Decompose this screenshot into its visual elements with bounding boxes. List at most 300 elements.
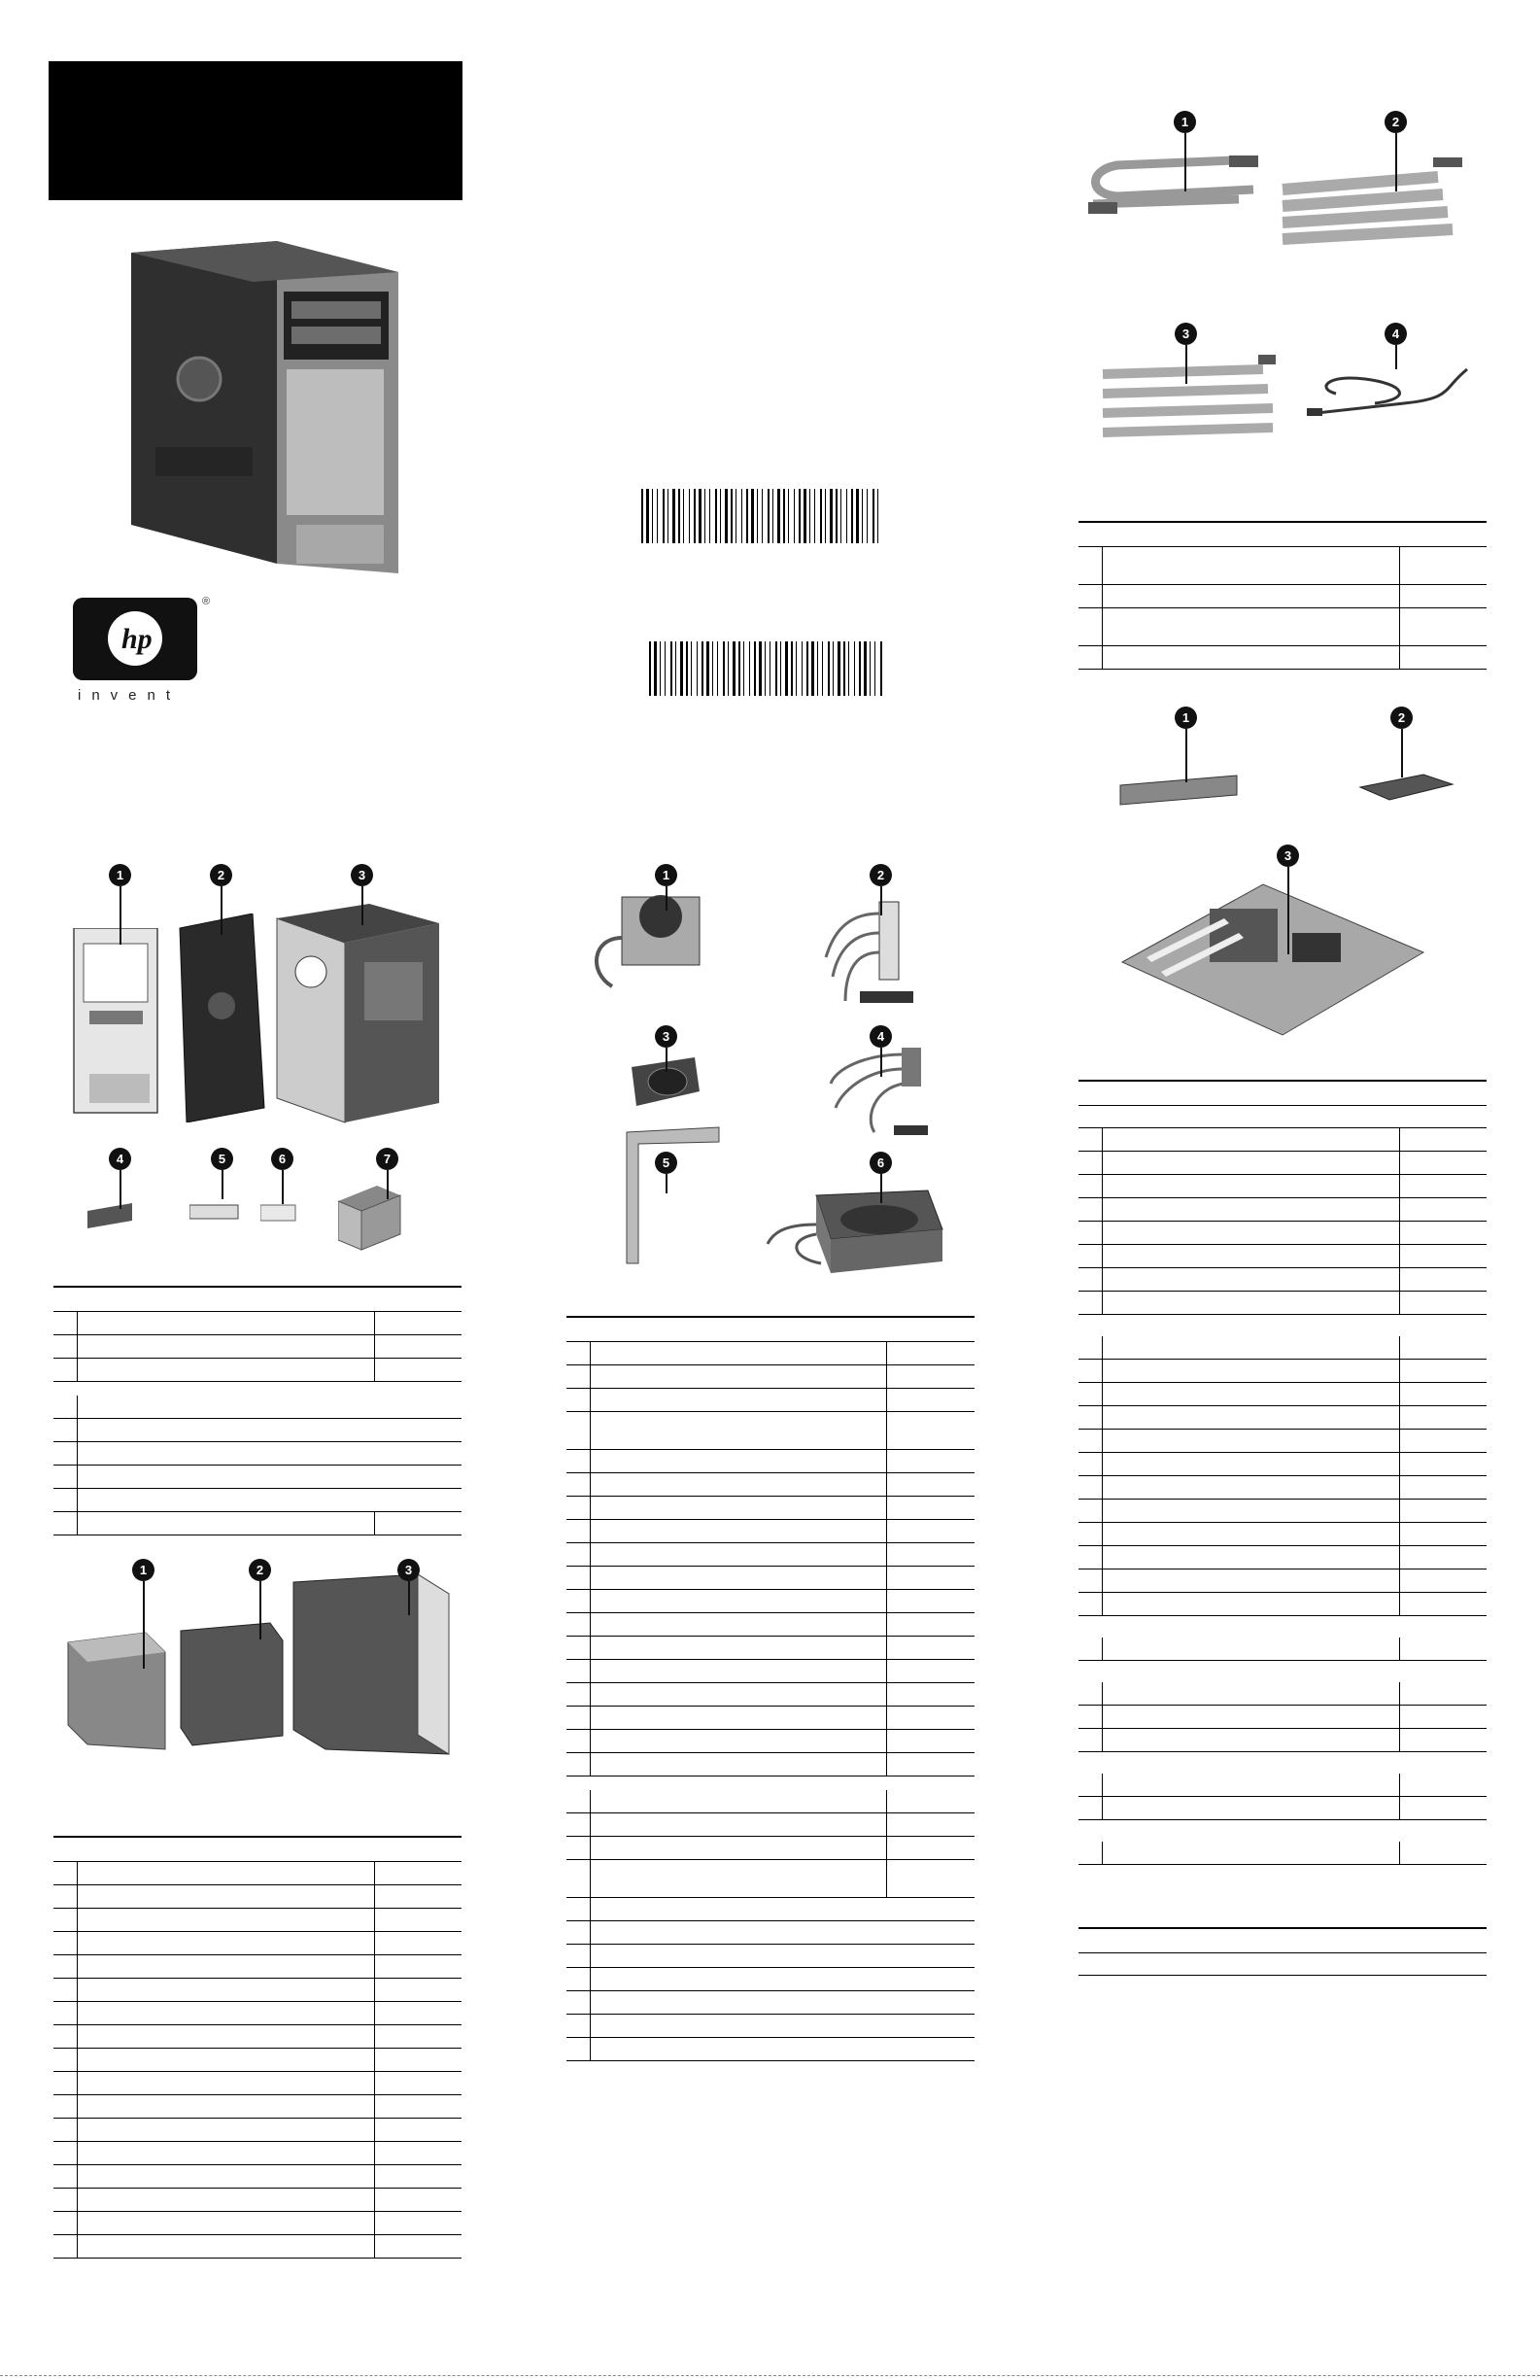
air-duct-illustration [617, 1122, 724, 1268]
table-row [1078, 1476, 1487, 1500]
table-cell-divider [77, 1862, 78, 1884]
barcode-bar [791, 641, 793, 696]
table-cell-divider [374, 1932, 375, 1954]
system-leader-line [666, 1048, 667, 1072]
table-cell-divider [1102, 1336, 1103, 1359]
cables-callout-1: 1 [1174, 111, 1196, 133]
barcode-bar [715, 489, 717, 543]
table-cell-divider [886, 1707, 887, 1729]
logo-mark-text: hp [121, 623, 153, 655]
table-cell-divider [374, 2002, 375, 2024]
boards-leader-line [1287, 867, 1289, 954]
table-cell-divider [590, 1342, 591, 1364]
table-cell-divider [590, 1389, 591, 1411]
table-row [1078, 1268, 1487, 1292]
table-row [1078, 1406, 1487, 1430]
barcode-bar [733, 641, 736, 696]
table-row [53, 2189, 462, 2212]
table-row [1078, 1175, 1487, 1198]
table-cell-divider [1399, 1292, 1400, 1314]
cabinet-callout-5: 5 [211, 1148, 233, 1170]
barcode-bar [856, 489, 859, 543]
barcode-bar [838, 641, 840, 696]
barcode-bar [843, 641, 845, 696]
table-cell-divider [886, 1860, 887, 1897]
table-row [53, 1512, 462, 1535]
table-cell-divider [590, 1707, 591, 1729]
system-board-illustration [1117, 865, 1428, 1040]
table-row [1078, 1500, 1487, 1523]
barcode-bar [796, 641, 797, 696]
table-cell-divider [1102, 608, 1103, 645]
table-cell-divider [77, 1932, 78, 1954]
front-io-assembly-illustration [821, 884, 928, 1011]
table-cell-divider [886, 1660, 887, 1682]
cabinet-leader-line [221, 886, 222, 935]
barcode-bar [743, 641, 744, 696]
barcode-bar [670, 641, 672, 696]
table-header-rule [1078, 1927, 1487, 1953]
table-row [566, 2038, 975, 2061]
drives-callout-2: 2 [249, 1559, 271, 1581]
barcode-top [641, 489, 884, 543]
table-row [1078, 1546, 1487, 1569]
table-cell-divider [77, 1909, 78, 1931]
drives-leader-line [408, 1581, 410, 1615]
table-row [53, 2165, 462, 2189]
hp-logo [73, 598, 197, 680]
system-callout-2: 2 [870, 864, 892, 886]
table-cell-divider [590, 1450, 591, 1472]
table-row [53, 1955, 462, 1979]
barcode-bar [689, 489, 690, 543]
table-cell-divider [374, 2235, 375, 2258]
table-cell-divider [1399, 1706, 1400, 1728]
barcode-bar [663, 489, 665, 543]
table-row [566, 1813, 975, 1837]
table-cell-divider [590, 1590, 591, 1612]
table-cell-divider [590, 2038, 591, 2060]
barcode-bar [712, 641, 713, 696]
barcode-bar [704, 489, 705, 543]
table-row [53, 2119, 462, 2142]
table-cell-divider [1102, 1797, 1103, 1819]
table-cell-divider [1399, 1638, 1400, 1660]
barcode-bar [828, 641, 830, 696]
drive-blank-illustration [87, 1203, 134, 1230]
barcode-bar [814, 489, 815, 543]
barcode-bar [854, 641, 855, 696]
table-row [566, 1921, 975, 1945]
barcode-bar [720, 489, 721, 543]
barcode-bar [820, 489, 822, 543]
barcode-bar [706, 641, 709, 696]
front-bezel-illustration [70, 928, 162, 1118]
table-row [1078, 1222, 1487, 1245]
table-cell-divider [374, 2142, 375, 2164]
barcode-bar [723, 641, 725, 696]
barcode-bar [873, 489, 874, 543]
table-row [1078, 1729, 1487, 1752]
table-cell-divider [1399, 547, 1400, 584]
table-cell-divider [77, 1885, 78, 1908]
boards-parts-table [1078, 1080, 1487, 1865]
table-cell-divider [886, 1590, 887, 1612]
barcode-bar [738, 641, 740, 696]
table-row [1078, 1106, 1487, 1128]
table-row [1078, 1245, 1487, 1268]
barcode-bar [780, 641, 781, 696]
barcode-bar [646, 489, 649, 543]
table-cell-divider [886, 1450, 887, 1472]
table-row [1078, 1292, 1487, 1315]
table-cell-divider [374, 1312, 375, 1334]
chassis-fan-illustration [763, 1186, 947, 1288]
barcode-bar [822, 641, 823, 696]
table-cell-divider [1102, 1245, 1103, 1267]
table-cell-divider [886, 1813, 887, 1836]
table-row [566, 1968, 975, 1991]
barcode-bar [728, 641, 729, 696]
table-cell-divider [77, 2095, 78, 2118]
cabinet-callout-7: 7 [376, 1148, 398, 1170]
barcode-bar [846, 489, 847, 543]
table-row [566, 1637, 975, 1660]
table-cell-divider [374, 1862, 375, 1884]
table-cell-divider [374, 1955, 375, 1978]
memory-module-illustration [1115, 771, 1242, 814]
cabinet-callout-2: 2 [210, 864, 232, 886]
barcode-bar [874, 641, 875, 696]
barcode-bar [762, 489, 763, 543]
barcode-bar [840, 489, 841, 543]
table-cell-divider [374, 2095, 375, 2118]
barcode-bar [811, 641, 814, 696]
table-cell-divider [590, 1412, 591, 1449]
page-trim-line [0, 2375, 1540, 2376]
table-cell-divider [1102, 1546, 1103, 1569]
boards-callout-3: 3 [1277, 845, 1299, 867]
table-cell-divider [590, 1898, 591, 1920]
table-cell-divider [77, 2235, 78, 2258]
barcode-bar [757, 489, 758, 543]
notes-rule-table [1078, 1927, 1487, 1976]
table-cell-divider [1399, 1453, 1400, 1475]
table-cell-divider [1399, 1593, 1400, 1615]
table-cell-divider [1399, 1523, 1400, 1545]
table-row [1078, 1774, 1487, 1797]
system-callout-1: 1 [655, 864, 677, 886]
diskette-cable-illustration [1083, 136, 1263, 248]
power-cord-illustration [1297, 345, 1477, 423]
table-cell-divider [590, 1790, 591, 1812]
barcode-bar [833, 641, 834, 696]
barcode-bar [830, 489, 833, 543]
table-gap [1078, 1315, 1487, 1336]
table-row [566, 1683, 975, 1707]
table-cell-divider [374, 1909, 375, 1931]
table-cell-divider [886, 1730, 887, 1752]
table-cell-divider [590, 1921, 591, 1944]
table-gap [1078, 1616, 1487, 1638]
title-block [49, 61, 462, 200]
table-cell-divider [886, 1613, 887, 1636]
table-row [53, 2002, 462, 2025]
barcode-bar [717, 641, 718, 696]
table-cell-divider [374, 1359, 375, 1381]
cables-leader-line [1395, 133, 1397, 191]
barcode-bar [864, 641, 867, 696]
cables-leader-line [1185, 345, 1187, 384]
barcode-bar [809, 489, 810, 543]
table-row [1078, 585, 1487, 608]
table-cell-divider [1399, 1175, 1400, 1197]
barcode-bar [741, 489, 742, 543]
table-cell-divider [1102, 1198, 1103, 1221]
table-cell-divider [590, 1991, 591, 2014]
table-cell-divider [77, 1466, 78, 1488]
table-row [1078, 1523, 1487, 1546]
table-row [566, 1860, 975, 1898]
table-row [53, 1862, 462, 1885]
table-gap [1078, 1820, 1487, 1842]
table-cell-divider [886, 1342, 887, 1364]
table-cell-divider [374, 2049, 375, 2071]
table-row [566, 1473, 975, 1497]
table-cell-divider [374, 2119, 375, 2141]
table-cell-divider [374, 1335, 375, 1358]
power-supply-illustration [338, 1184, 402, 1252]
drives-leader-line [259, 1581, 261, 1639]
table-cell-divider [590, 1613, 591, 1636]
cables-callout-2: 2 [1385, 111, 1407, 133]
table-row [53, 1359, 462, 1382]
table-cell-divider [590, 1543, 591, 1566]
table-cell-divider [77, 2119, 78, 2141]
table-row [1078, 1152, 1487, 1175]
barcode-bar [817, 641, 818, 696]
heatsink-fan-illustration [588, 880, 724, 1001]
table-row [566, 1753, 975, 1776]
table-row [53, 1442, 462, 1466]
barcode-bar [665, 641, 666, 696]
table-row [53, 1932, 462, 1955]
table-cell-divider [1399, 1222, 1400, 1244]
barcode-bottom [649, 641, 888, 696]
table-cell-divider [590, 1753, 591, 1776]
optical-drive-illustration [291, 1574, 452, 1759]
table-cell-divider [1399, 1128, 1400, 1151]
drives-parts-table [53, 1836, 462, 2259]
table-cell-divider [1102, 1268, 1103, 1291]
barcode-bar [675, 641, 676, 696]
table-cell-divider [1399, 1569, 1400, 1592]
table-cell-divider [590, 1968, 591, 1990]
barcode-bar [702, 641, 703, 696]
table-cell-divider [590, 1837, 591, 1859]
table-cell-divider [1399, 1842, 1400, 1864]
table-cell-divider [1399, 1476, 1400, 1499]
boards-callout-1: 1 [1175, 707, 1197, 729]
barcode-bar [880, 641, 882, 696]
table-cell-divider [1102, 1453, 1103, 1475]
table-cell-divider [77, 1312, 78, 1334]
system-parts-table [566, 1316, 975, 2061]
table-cell-divider [77, 1955, 78, 1978]
table-cell-divider [1102, 1706, 1103, 1728]
table-cell-divider [1399, 1198, 1400, 1221]
barcode-bar [754, 641, 756, 696]
table-cell-divider [1399, 1268, 1400, 1291]
cabinet-leader-line [120, 1170, 121, 1209]
table-cell-divider [886, 1837, 887, 1859]
barcode-bar [683, 489, 684, 543]
table-cell-divider [1399, 1546, 1400, 1569]
table-row [53, 1885, 462, 1909]
table-cell-divider [374, 2165, 375, 2188]
table-cell-divider [1399, 585, 1400, 607]
table-header-rule [53, 1286, 462, 1312]
barcode-bar [751, 489, 754, 543]
table-row [53, 1396, 462, 1419]
table-row [566, 1497, 975, 1520]
table-cell-divider [1102, 1476, 1103, 1499]
barcode-bar [749, 641, 750, 696]
table-cell-divider [1102, 1430, 1103, 1452]
table-row [53, 1979, 462, 2002]
table-row [1078, 1360, 1487, 1383]
table-row [1078, 608, 1487, 646]
table-cell-divider [886, 1412, 887, 1449]
table-cell-divider [886, 1790, 887, 1812]
table-cell-divider [886, 1365, 887, 1388]
table-cell-divider [886, 1497, 887, 1519]
table-cell-divider [1399, 646, 1400, 669]
table-row [53, 1335, 462, 1359]
table-cell-divider [1399, 1500, 1400, 1522]
table-row [566, 1590, 975, 1613]
table-cell-divider [1399, 1383, 1400, 1405]
cables-leader-line [1184, 133, 1186, 191]
table-row [1078, 1953, 1487, 1976]
table-cell-divider [77, 1512, 78, 1535]
table-row [1078, 1797, 1487, 1820]
table-cell-divider [77, 2189, 78, 2211]
table-row [1078, 1453, 1487, 1476]
table-cell-divider [1102, 1360, 1103, 1382]
table-cell-divider [77, 1489, 78, 1511]
system-leader-line [666, 886, 667, 911]
system-leader-line [666, 1174, 667, 1193]
table-cell-divider [1102, 1292, 1103, 1314]
table-cell-divider [1102, 1152, 1103, 1174]
table-cell-divider [374, 2212, 375, 2234]
system-leader-line [880, 1174, 882, 1203]
barcode-bar [678, 489, 680, 543]
barcode-bar [788, 489, 789, 543]
table-row [53, 2072, 462, 2095]
table-cell-divider [77, 2165, 78, 2188]
table-gap [1078, 1661, 1487, 1682]
sata-cable-illustration [1093, 345, 1283, 457]
table-cell-divider [1399, 608, 1400, 645]
barcode-bar [825, 489, 826, 543]
barcode-bar [649, 641, 651, 696]
table-cell-divider [590, 1660, 591, 1682]
table-cell-divider [374, 2189, 375, 2211]
table-cell-divider [77, 2072, 78, 2094]
boards-leader-line [1401, 729, 1403, 777]
table-gap [53, 1382, 462, 1396]
cabinet-leader-line [282, 1170, 284, 1204]
barcode-bar [806, 641, 808, 696]
table-row [53, 1466, 462, 1489]
table-cell-divider [1102, 1222, 1103, 1244]
barcode-bar [697, 641, 698, 696]
table-row [1078, 1842, 1487, 1865]
product-photo-tower [117, 233, 398, 573]
hard-drive-illustration [178, 1621, 285, 1747]
cables-parts-table [1078, 521, 1487, 670]
table-gap [566, 1776, 975, 1790]
table-cell-divider [1102, 1682, 1103, 1705]
diskette-drive-illustration [63, 1628, 170, 1754]
table-cell-divider [590, 1683, 591, 1706]
barcode-bar [654, 641, 657, 696]
table-cell-divider [77, 2025, 78, 2048]
table-cell-divider [374, 1512, 375, 1535]
side-panel-illustration [175, 914, 267, 1122]
table-cell-divider [374, 2025, 375, 2048]
bay-cover-illustration [260, 1203, 297, 1223]
barcode-bar [680, 641, 683, 696]
barcode-bar [660, 641, 661, 696]
barcode-bar [652, 489, 653, 543]
barcode-bar [691, 641, 692, 696]
boards-leader-line [1185, 729, 1187, 782]
table-cell-divider [374, 1979, 375, 2001]
table-row [53, 1312, 462, 1335]
table-cell-divider [1102, 1729, 1103, 1751]
table-cell-divider [590, 1813, 591, 1836]
table-row [566, 1567, 975, 1590]
table-cell-divider [590, 2015, 591, 2037]
table-cell-divider [77, 2212, 78, 2234]
table-cell-divider [1102, 547, 1103, 584]
barcode-bar [836, 489, 838, 543]
table-cell-divider [77, 1359, 78, 1381]
table-cell-divider [1399, 1682, 1400, 1705]
chassis-illustration [272, 904, 442, 1127]
table-row [53, 2025, 462, 2049]
system-leader-line [880, 1048, 882, 1077]
registered-mark: ® [202, 596, 211, 607]
table-cell-divider [1102, 1842, 1103, 1864]
barcode-bar [859, 641, 861, 696]
cables-callout-3: 3 [1175, 323, 1197, 345]
table-row [566, 1730, 975, 1753]
table-cell-divider [77, 1396, 78, 1418]
table-row [566, 1450, 975, 1473]
table-row [1078, 1198, 1487, 1222]
table-cell-divider [886, 1473, 887, 1496]
table-row [566, 1365, 975, 1389]
cabinet-parts-table [53, 1286, 462, 1535]
table-cell-divider [77, 2002, 78, 2024]
table-row [566, 1412, 975, 1450]
cables-leader-line [1395, 345, 1397, 369]
table-cell-divider [886, 1753, 887, 1776]
